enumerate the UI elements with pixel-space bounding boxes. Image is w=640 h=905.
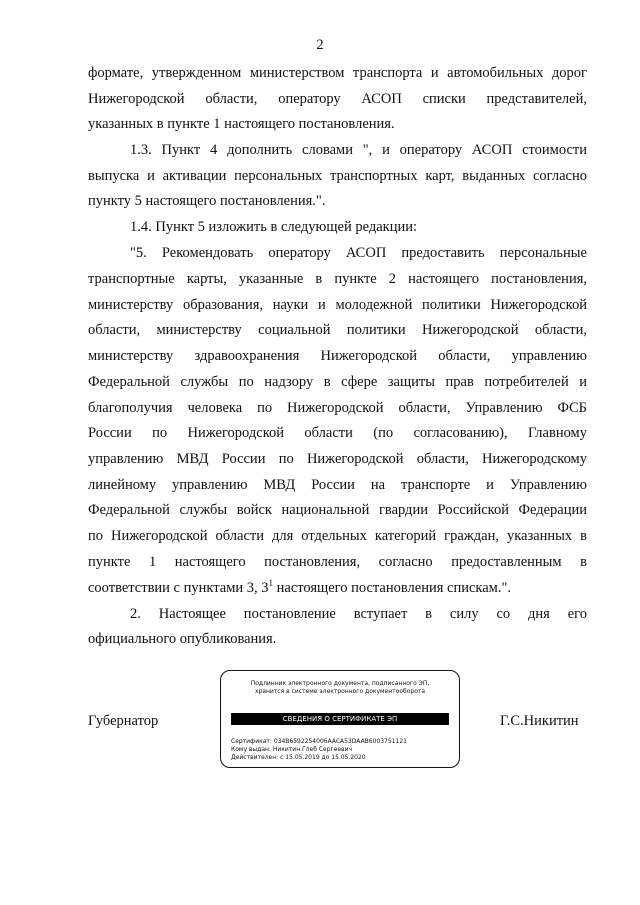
stamp-issued-to: Кому выдан: Никитин Глеб Сергеевич <box>231 746 353 753</box>
text-line: "5. Рекомендовать оператору АСОП предоставить персональные <box>130 245 587 261</box>
text-line: министерству образования, науки и молодежной политики Нижегородской <box>88 297 587 313</box>
text-line: России по Нижегородской области (по согласованию), Главному <box>88 425 587 441</box>
text-line-part: соответствии с пунктами 3, 3 <box>88 580 269 596</box>
text-line: министерству здравоохранения Нижегородской области, управлению <box>88 348 587 364</box>
stamp-header-line: хранится в системе электронного документооборота <box>254 688 426 695</box>
text-line: Федеральной службы по надзору в сфере защиты прав потребителей и <box>88 374 587 390</box>
text-line: линейному управлению МВД России на транспорте и Управлению <box>88 477 587 493</box>
text-line: пункте 1 настоящего постановления, согласно предоставленным в <box>88 554 587 570</box>
stamp-certificate-number: Сертификат: 034B6592254006AACA53DAAB6003751121 <box>231 738 407 745</box>
text-line: формате, утвержденном министерством транспорта и автомобильных дорог <box>88 65 587 81</box>
text-line: транспортные карты, указанные в пункте 2 настоящего постановления, <box>88 271 587 287</box>
text-line: пункту 5 настоящего постановления.". <box>88 193 326 209</box>
signatory-position: Губернатор <box>88 713 159 729</box>
text-line-part: настоящего постановления спискам.". <box>273 580 512 596</box>
text-line: по Нижегородской области для отдельных категорий граждан, указанных в <box>88 528 587 544</box>
superscript: 1 <box>268 578 273 588</box>
text-line: управлению МВД России по Нижегородской области, Нижегородскому <box>88 451 587 467</box>
text-line: выпуска и активации персональных транспортных карт, выданных согласно <box>88 168 587 184</box>
stamp-header-line: Подлинник электронного документа, подписанного ЭП, <box>250 680 430 687</box>
e-signature-stamp <box>220 670 460 768</box>
text-line: 1.4. Пункт 5 изложить в следующей редакции: <box>130 219 418 235</box>
text-line: Нижегородской области, оператору АСОП списки представителей, <box>88 91 587 107</box>
text-line: 1.3. Пункт 4 дополнить словами ", и оператору АСОП стоимости <box>130 142 587 158</box>
stamp-validity: Действителен: с 15.05.2019 до 15.05.2020 <box>231 754 366 761</box>
text-line: указанных в пункте 1 настоящего постановления. <box>88 116 395 132</box>
text-line: благополучия человека по Нижегородской области, Управлению ФСБ <box>88 400 587 416</box>
stamp-certificate-bar: СВЕДЕНИЯ О СЕРТИФИКАТЕ ЭП <box>231 713 449 725</box>
text-line: 2. Настоящее постановление вступает в силу со дня его <box>130 606 587 622</box>
text-line: Федеральной службы войск национальной гвардии Российской Федерации <box>88 502 587 518</box>
page-number: 2 <box>316 37 324 53</box>
signatory-name: Г.С.Никитин <box>500 713 579 729</box>
text-line: области, министерству социальной политики Нижегородской области, <box>88 322 587 338</box>
text-line <box>88 578 512 596</box>
text-line: официального опубликования. <box>88 631 277 647</box>
